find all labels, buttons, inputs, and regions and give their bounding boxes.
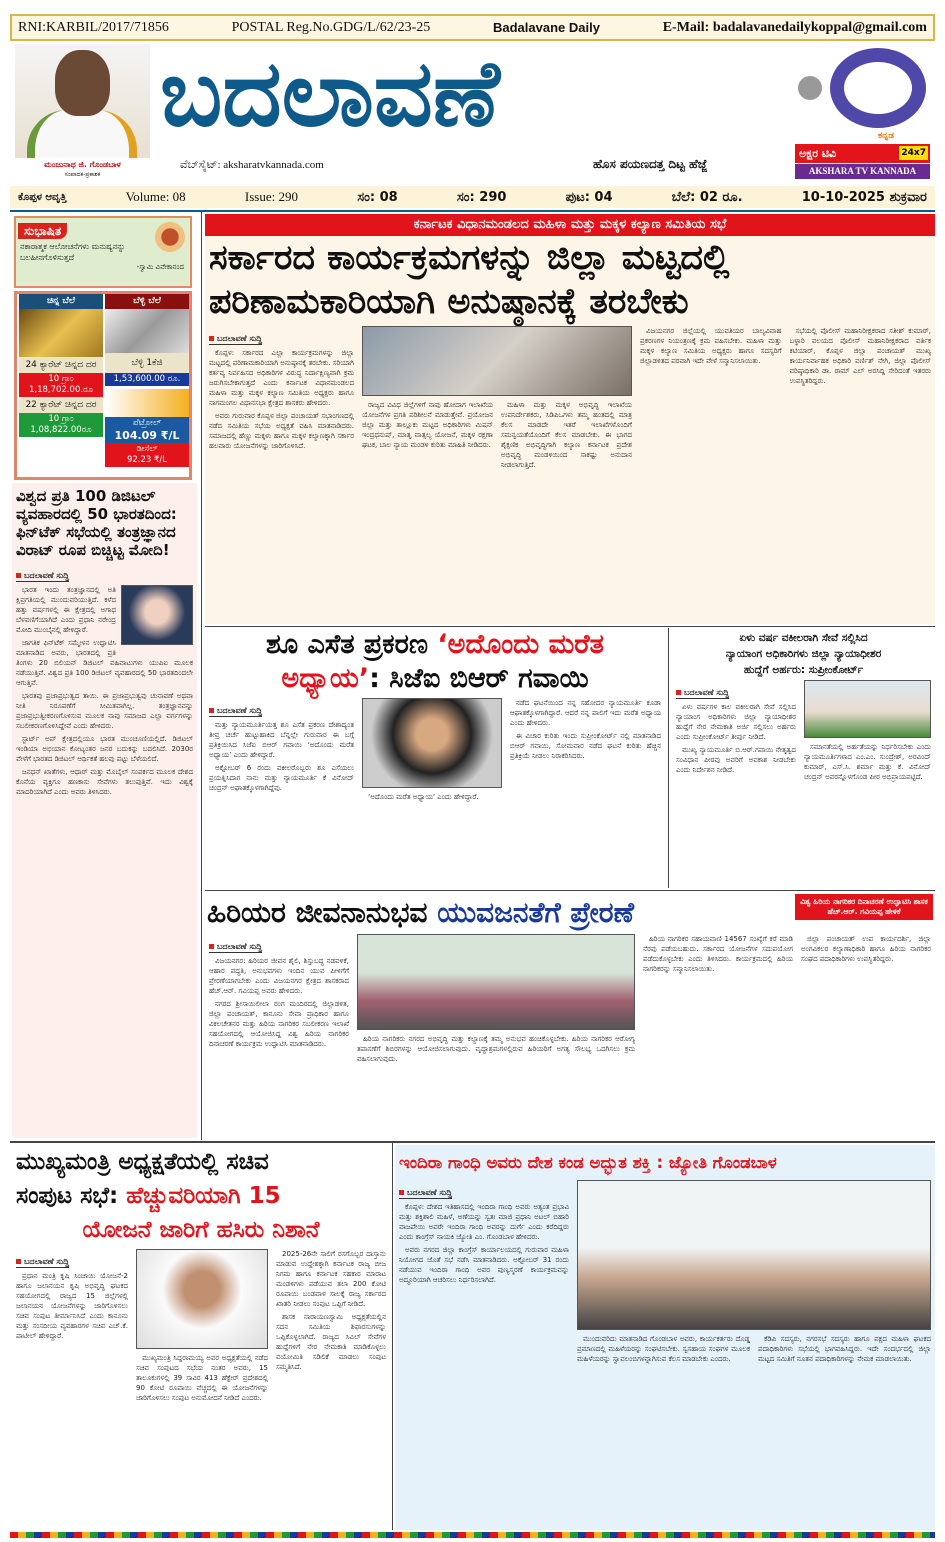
editor-role: ಸಂಪಾದಕ-ಪ್ರಕಾಶಕ	[64, 171, 101, 178]
paragraph: ಮುಖ್ಯ ನ್ಯಾಯಮೂರ್ತಿ ಬಿ.ಆರ್.ಗವಾಯಿ ನೇತೃತ್ವದ ಸಂವಿಧಾನ ಪೀಠವು ಅವರಿಗೆ ಅವಕಾಶ ನೀಡಬೇಕು ಎಂದು ನಿರ್ದೇಶನ ನೀಡಿದೆ.	[676, 746, 796, 774]
divider	[10, 1141, 935, 1143]
headline-line-2: ನ್ಯಾಯಾಂಗ ಅಧಿಕಾರಿಗಳು ಜಿಲ್ಲಾ ನ್ಯಾಯಾಧೀಶರ	[725, 648, 882, 660]
diesel-value: 92.23 ₹/L	[126, 455, 168, 465]
headline: ಇಂದಿರಾ ಗಾಂಧಿ ಅವರು ದೇಶ ಕಂಡ ಅದ್ಭುತ ಶಕ್ತಿ : ಜ್ಯೋತಿ ಗೊಂಡಬಾಳ	[399, 1153, 777, 1172]
event-photo	[357, 934, 635, 1030]
byline: ಬದಲಾವಣೆ ಸುದ್ದಿ	[209, 333, 262, 345]
photo-caption: ‘ಅದೊಂದು ಮರೆತ ಅಧ್ಯಾಯ’ ಎಂದು ಹೇಳಿದ್ದಾರೆ.	[368, 793, 479, 801]
article-modi	[12, 483, 197, 1138]
top-info-bar	[10, 14, 935, 41]
headline-highlight: ಹೆಚ್ಚುವರಿಯಾಗಿ 15	[126, 1183, 281, 1209]
newspaper-logo: ಬದಲಾವಣೆ	[160, 40, 500, 147]
headline-part: ಹಿರಿಯರ ಜೀವನಾನುಭವ	[207, 896, 438, 929]
headline-quote: ‘ಅದೊಂದು ಮರೆತ	[437, 629, 604, 660]
tv-tag: ಕನ್ನಡ	[878, 131, 895, 141]
article-cji-gavai	[205, 628, 665, 888]
masthead	[10, 40, 935, 184]
meeting-group-photo	[577, 1180, 931, 1330]
paragraph: ಜಾಗತಿಕ ಫಿನ್‌ಟೆಕ್ ಸಮ್ಮೇಳನ ಉದ್ಘಾಟಿಸಿ ಮಾತನಾಡಿದ ಅವರು, ಭಾರತದಲ್ಲಿ ಪ್ರತಿ ತಿಂಗಳು 20 ಬಿಲಿಯನ್ ಡಿಜಿಟಲ್ ವಹಿವಾಟುಗಳು ಯುಪಿಐ ಮೂಲಕ ನಡೆಯುತ್ತಿವೆ. ವಿಶ್ವದ ಪ್ರತಿ 100 ಡಿಜಿಟಲ್ ವ್ಯವಹಾರದಲ್ಲಿ 50 ಭಾರತದಿಂದಲೇ ಆಗುತ್ತಿವೆ.	[16, 639, 193, 687]
website-link[interactable]: ವೆಬ್‌ಸೈಟ್: aksharatvkannada.com	[180, 159, 324, 171]
sub-headline-box: ವಿಶ್ವ ಹಿರಿಯ ನಾಗರಿಕರ ದಿನಾಚರಣೆ ಉದ್ಘಾಟಿಸಿ ಶಾಸಕ ಹೆಚ್.ಆರ್. ಗವಿಯಪ್ಪ ಹೇಳಿಕೆ	[795, 894, 933, 920]
paragraph: ಅವರು ನಗರದ ಜಿಲ್ಲಾ ಕಾಂಗ್ರೆಸ್ ಕಾರ್ಯಾಲಯದಲ್ಲಿ ಗುರುವಾರ ಮಹಿಳಾ ನಿಯೋಗದ ಜೊತೆ ಸಭೆ ನಡೆಸಿ ಮಾತನಾಡಿದರು. ಅಕ್ಟೋಬರ್ 31 ರಂದು ನಡೆಯುವ ಇಂದಿರಾ ಗಾಂಧಿ ಅವರ ಪುಣ್ಯಸ್ಮರಣೆ ಕಾರ್ಯಕ್ರಮವನ್ನು ಅದ್ಧೂರಿಯಾಗಿ ಆಚರಿಸಲು ನಿರ್ಧರಿಸಲಾಗಿದೆ.	[399, 1246, 569, 1284]
tv-brand: ಅಕ್ಷರ ಟಿವಿ	[799, 147, 837, 160]
meeting-photo	[362, 326, 632, 396]
headline-part: ಸಂಪುಟ ಸಭೆ:	[16, 1183, 127, 1209]
headline-part: ಶೂ ಎಸೆತ ಪ್ರಕರಣ	[266, 629, 438, 660]
petrol-value: 104.09 ₹/L	[114, 429, 180, 442]
gold24-unit: 10 ಗ್ರಾಂ	[48, 374, 74, 384]
byline: ಬದಲಾವಣೆ ಸುದ್ದಿ	[209, 941, 262, 953]
paragraph: 2025-26ನೇ ಸಾಲಿಗೆ ರಸಗೊಬ್ಬರ ದಾಸ್ತಾನು ಮಾಡುವ ಉದ್ದೇಶಕ್ಕಾಗಿ ಕರ್ನಾಟಕ ರಾಜ್ಯ ಬೀಜ ನಿಗಮ ಹಾಗೂ ಕರ್ನಾಟಕ ಸಹಕಾರ ಮಾರಾಟ ಮಂಡಳಿಗಳು ಪಡೆಯುವ ತಲಾ 200 ಕೋಟಿ ರೂಪಾಯಿ ಬಂಡವಾಳ ಸಾಲಕ್ಕೆ ರಾಜ್ಯ ಸರ್ಕಾರದ ಖಾತರಿ ನೀಡಲು ಸಂಪುಟ ಒಪ್ಪಿಗೆ ನೀಡಿದೆ.	[276, 1250, 386, 1308]
byline: ಬದಲಾವಣೆ ಸುದ್ದಿ	[16, 570, 69, 582]
paragraph: ಸ್ಟಾರ್ಟ್ ಅಪ್ ಕ್ಷೇತ್ರದಲ್ಲಿಯೂ ಭಾರತ ಮುಂಚೂಣಿಯಲ್ಲಿದೆ. ಡಿಜಿಟಲ್ ಇಂಡಿಯಾ ಅಭಿಯಾನ ಕೋಟ್ಯಂತರ ಜನರ ಬದುಕನ್ನು ಬದಲಿಸಿದೆ. 2030ರ ವೇಳೆಗೆ ಭಾರತದ ಡಿಜಿಟಲ್ ಆರ್ಥಿಕತೆ ಹಲವು ಪಟ್ಟು ಬೆಳೆಯಲಿದೆ.	[16, 735, 193, 763]
rni-number: RNI:KARBIL/2017/71856	[18, 19, 169, 35]
headline-line-3: ಹುದ್ದೆಗೆ ಅರ್ಹರು: ಸುಪ್ರೀಂಕೋರ್ಟ್	[743, 664, 864, 676]
tv-name: AKSHARA TV KANNADA	[795, 164, 930, 179]
editor-photo	[15, 44, 150, 158]
akshara-tv-logo	[790, 48, 935, 180]
byline: ಬದಲಾವಣೆ ಸುದ್ದಿ	[676, 687, 729, 699]
tagline: ಹೊಸ ಪಯಣದತ್ತ ದಿಟ್ಟ ಹೆಜ್ಜೆ	[593, 157, 708, 171]
headline: ವಿಶ್ವದ ಪ್ರತಿ 100 ಡಿಜಿಟಲ್ ವ್ಯವಹಾರದಲ್ಲಿ 50 ಭಾರತದಿಂದ: ಫಿನ್‌ಟೆಕ್ ಸಭೆಯಲ್ಲಿ ತಂತ್ರಜ್ಞಾನದ ವಿರಾಟ್ ರೂಪ ಬಿಚ್ಚಿಟ್ಟ ಮೋದಿ!	[16, 487, 177, 559]
headline-line-3: ಯೋಜನೆ ಜಾರಿಗೆ ಹಸಿರು ನಿಶಾನೆ	[82, 1217, 320, 1243]
silver-label: ಬೆಳ್ಳಿ 1ಕೆಜಿ	[105, 353, 189, 373]
article-cabinet-meeting	[12, 1145, 390, 1530]
email[interactable]: E-Mail: badalavanedailykoppal@gmail.com	[662, 19, 927, 35]
paragraph: ಶಾಸಕ ನಾರಾಯಣಸ್ವಾಮಿ ಅಧ್ಯಕ್ಷತೆಯಲ್ಲಿನ ಸದನ ಸಮಿತಿಯ ಶಿಫಾರಸುಗಳನ್ನು ಒಪ್ಪಿಕೊಳ್ಳಲಾಗಿದೆ. ರಾಜ್ಯದ ಸಿವಿಲ್ ಸೇವೆಗಳ ಹುದ್ದೆಗಳಿಗೆ ನೇರ ನೇಮಕಾತಿ ಮಾಡಿಕೊಳ್ಳಲು ವಯೋಮಿತಿ ಸಡಿಲಿಕೆ ಮಾಡಲು ಸಂಪುಟ ಸಮ್ಮತಿಸಿದೆ.	[276, 1313, 386, 1371]
fuel-pump-image	[105, 389, 189, 417]
tv-badge: 24x7	[901, 148, 926, 158]
subhashita-tag: ಸುಭಾಷಿತ	[18, 223, 67, 239]
volume: Volume: 08	[125, 189, 186, 204]
paragraph: ಹಿರಿಯ ನಾಗರಿಕರು ನಗರದ ಅಭಿವೃದ್ಧಿ ಮತ್ತು ಕಲ್ಯಾಣಕ್ಕೆ ತಮ್ಮ ಅನುಭವ ಹಂಚಿಕೊಳ್ಳಬೇಕು. ಹಿರಿಯ ನಾಗರಿಕರ ಆರೋಗ್ಯ ತಪಾಸಣೆಗೆ ಶಿಬಿರಗಳನ್ನು ಆಯೋಜಿಸಲಾಗುವುದು. ವೃದ್ಧಾಶ್ರಮಗಳಲ್ಲಿರುವ ಹಿರಿಯರಿಗೆ ಅಗತ್ಯ ಸೌಲಭ್ಯ ಒದಗಿಸಲು ಕ್ರಮ ವಹಿಸಲಾಗುವುದು.	[357, 1035, 635, 1063]
paragraph: ಸಭೆಯಲ್ಲಿ ಪೊಲೀಸ್ ಮಹಾನಿರೀಕ್ಷಕರಾದ ಸತೀಶ್ ಕುಮಾರ್, ಬಳ್ಳಾರಿ ವಲಯದ ಪೊಲೀಸ್ ಮಹಾನಿರೀಕ್ಷಕರಾದ ವರ್ತಿಕ ಕಟಿಯಾರ್, ಕೊಪ್ಪಳ ಜಿಲ್ಲಾ ಪಂಚಾಯತ್ ಮುಖ್ಯ ಕಾರ್ಯನಿರ್ವಾಹಕ ಅಧಿಕಾರಿ ವರ್ಣಿತ್ ನೇಗಿ, ಜಿಲ್ಲಾ ಪೊಲೀಸ್ ವರಿಷ್ಠಾಧಿಕಾರಿ ಡಾ. ರಾಮ್ ಎಲ್ ಅರಸಿದ್ದಿ ಸೇರಿದಂತೆ ಇತರರು ಉಪಸ್ಥಿತರಿದ್ದರು.	[789, 327, 931, 385]
decorative-footer-stripe	[10, 1532, 935, 1538]
headline-part: : ಸಿಜೆಐ ಬಿಆರ್ ಗವಾಯಿ	[369, 663, 589, 694]
paragraph: ಹಿರಿಯ ನಾಗರಿಕರ ಸಹಾಯವಾಣಿ 14567 ಸಂಖ್ಯೆಗೆ ಕರೆ ಮಾಡಿ ನೆರವು ಪಡೆಯಬಹುದು. ಸರ್ಕಾರದ ಯೋಜನೆಗಳ ಸದುಪಯೋಗ ಪಡೆದುಕೊಳ್ಳಬೇಕು ಎಂದು ತಿಳಿಸಿದರು. ಕಾರ್ಯಕ್ರಮದಲ್ಲಿ ಹಿರಿಯ ನಾಗರಿಕರನ್ನು ಸನ್ಮಾನಿಸಲಾಯಿತು.	[643, 935, 793, 973]
paragraph: ಮುಖ್ಯಮಂತ್ರಿ ಸಿದ್ದರಾಮಯ್ಯ ಅವರ ಅಧ್ಯಕ್ಷತೆಯಲ್ಲಿ ನಡೆದ ಸಚಿವ ಸಂಪುಟದ ಸಭೆಯ ನಂತರ ಅವರು, 15 ತಾಲೂಕುಗಳಲ್ಲಿ 39 ಸಾವಿರ 413 ಹೆಕ್ಟೇರ್ ಪ್ರದೇಶದಲ್ಲಿ 90 ಕೋಟಿ ರೂಪಾಯಿ ವೆಚ್ಚದಲ್ಲಿ ಈ ಯೋಜನೆಗಳನ್ನು ಜಾರಿಗೊಳಿಸಲು ಸಂಪುಟ ಅನುಮೋದನೆ ನೀಡಿದೆ ಎಂದರು.	[136, 1354, 268, 1402]
headline-line-2: ಪರಿಣಾಮಕಾರಿಯಾಗಿ ಅನುಷ್ಠಾನಕ್ಕೆ ತರಬೇಕು	[209, 282, 689, 322]
divider	[10, 210, 935, 212]
sam2: ಸಂ: 290	[456, 189, 507, 205]
issue: Issue: 290	[244, 189, 298, 204]
pages: ಪುಟ: 04	[565, 189, 613, 205]
silver-value: 1,53,600.00 ರೂ.	[105, 373, 189, 386]
paper-name-english: Badalavane Daily	[493, 20, 600, 35]
paragraph: ನಗರದ ಶ್ರೀಸಾಯಿಲೀಲಾ ರಂಗ ಮಂದಿರದಲ್ಲಿ ಜಿಲ್ಲಾಡಳಿತ, ಜಿಲ್ಲಾ ಪಂಚಾಯತ್, ಕಾನೂನು ಸೇವಾ ಪ್ರಾಧಿಕಾರ ಹಾಗೂ ವಿಕಲಚೇತನರ ಮತ್ತು ಹಿರಿಯ ನಾಗರಿಕರ ಸಬಲೀಕರಣ ಇಲಾಖೆ ಸಹಯೋಗದಲ್ಲಿ ಆಯೋಜಿಸಿದ್ದ ವಿಶ್ವ ಹಿರಿಯ ನಾಗರಿಕರ ದಿನಾಚರಣೆ ಕಾರ್ಯಕ್ರಮ ಉದ್ಘಾಟಿಸಿ ಮಾತನಾಡಿದರು.	[209, 1000, 349, 1048]
headline-part-highlight: ಯುವಜನತೆಗೆ ಪ್ರೇರಣೆ	[437, 896, 634, 929]
gold24-value: 1,18,702.00.ರೂ	[29, 385, 93, 395]
article-main	[205, 214, 935, 624]
kicker: ಕರ್ನಾಟಕ ವಿಧಾನಮಂಡಲದ ಮಹಿಳಾ ಮತ್ತು ಮಕ್ಕಳ ಕಲ್ಯಾಣ ಸಮಿತಿಯ ಸಭೆ	[205, 214, 935, 236]
paragraph: ಏಳು ವರ್ಷಗಳ ಕಾಲ ವಕೀಲರಾಗಿ ಸೇವೆ ಸಲ್ಲಿಸಿದ ನ್ಯಾಯಾಂಗ ಅಧಿಕಾರಿಗಳು ಜಿಲ್ಲಾ ನ್ಯಾಯಾಧೀಶರ ಹುದ್ದೆಗೆ ನೇರ ನೇಮಕಾತಿ ಅರ್ಜಿ ಸಲ್ಲಿಸಲು ಅರ್ಹರು ಎಂದು ಸುಪ್ರೀಂಕೋರ್ಟ್ ತೀರ್ಪು ನೀಡಿದೆ.	[676, 703, 796, 741]
gold22-label: 22 ಕ್ಯಾರೆಟ್ ಚಿನ್ನದ ದರ	[19, 397, 103, 413]
paragraph: ವಿಜಯನಗರ ಜಿಲ್ಲೆಯಲ್ಲಿ ಯುವತಿಯರ ಬಾಲ್ಯವಿವಾಹ ಪ್ರಕರಣಗಳ ನಿಯಂತ್ರಣಕ್ಕೆ ಕ್ರಮ ವಹಿಸಬೇಕು. ಮಹಿಳಾ ಮತ್ತು ಮಕ್ಕಳ ಕಲ್ಯಾಣ ಸಮಿತಿಯ ಅಧ್ಯಕ್ಷರು ಹಾಗೂ ಸದಸ್ಯರಿಗೆ ಜಿಲ್ಲಾಡಳಿತದ ಪರವಾಗಿ ಇದೇ ವೇಳೆ ಸನ್ಮಾನಿಸಲಾಯಿತು.	[640, 327, 782, 365]
paragraph: ಅವರು ಗುರುವಾರ ಕೊಪ್ಪಳ ಜಿಲ್ಲಾ ಪಂಚಾಯತ್ ಸಭಾಂಗಣದಲ್ಲಿ ನಡೆದ ಸಮಿತಿಯ ಸಭೆಯ ಅಧ್ಯಕ್ಷತೆ ವಹಿಸಿ ಮಾತನಾಡಿದರು. ಸಮಾಜದಲ್ಲಿ ಹೆಣ್ಣು ಮಕ್ಕಳು ಹಾಗೂ ಮಕ್ಕಳ ಕಲ್ಯಾಣಕ್ಕಾಗಿ ಸರ್ಕಾರ ಹಲವಾರು ಯೋಜನೆಗಳನ್ನು ಜಾರಿಗೊಳಿಸಿದೆ.	[209, 412, 354, 450]
paragraph: ನಡೆದ ಘಟನೆಯಿಂದ ನನ್ನ ಸಹೋದರ ನ್ಯಾಯಮೂರ್ತಿ ಕೂಡಾ ಆಘಾತಕ್ಕೊಳಗಾಗಿದ್ದಾರೆ. ಆದರೆ ನನ್ನ ಪಾಲಿಗೆ ಇದು ಮರೆತ ಅಧ್ಯಾಯ ಎಂದು ಹೇಳಿದರು.	[510, 699, 661, 727]
headline-line-1: ಮುಖ್ಯಮಂತ್ರಿ ಅಧ್ಯಕ್ಷತೆಯಲ್ಲಿ ಸಚಿವ	[16, 1149, 269, 1175]
headline-quote: ಅಧ್ಯಾಯ’	[281, 663, 370, 694]
headline-line-1: ಏಳು ವರ್ಷ ವಕೀಲರಾಗಿ ಸೇವೆ ಸಲ್ಲಿಸಿದ	[739, 632, 868, 644]
divider	[201, 212, 202, 1140]
diesel-label: ಡೀಸೆಲ್	[136, 444, 158, 454]
modi-photo	[121, 585, 193, 645]
paragraph: ಪ್ರಧಾನ ಮಂತ್ರಿ ಕೃಷಿ ಸಿಂಚಾಯಿ ಯೋಜನೆ-2 ಹಾಗೂ ಜಲಾನಯನ ಕೃಷಿ ಅಭಿವೃದ್ಧಿ ಘಟಕದ ಸಹಯೋಗದಲ್ಲಿ ರಾಜ್ಯದ 15 ಜಿಲ್ಲೆಗಳಲ್ಲಿ ಜಲಾನಯನ ಯೋಜನೆಗಳನ್ನು ಜಾರಿಗೊಳಿಸಲು ಸಚಿವ ಸಂಪುಟ ತೀರ್ಮಾನಿಸಿದೆ ಎಂದು ಕಾನೂನು ಮತ್ತು ಸಂಸದೀಯ ವ್ಯವಹಾರಗಳ ಸಚಿವ ಎಚ್.ಕೆ. ಪಾಟೀಲ್ ಹೇಳಿದ್ದಾರೆ.	[16, 1272, 128, 1340]
paragraph: ಕೆಡಿಪಿ ಸದಸ್ಯರು, ನಗರಸಭೆ ಸದಸ್ಯರು ಹಾಗೂ ಪಕ್ಷದ ಮಹಿಳಾ ಘಟಕದ ಪದಾಧಿಕಾರಿಗಳು ಸಭೆಯಲ್ಲಿ ಭಾಗವಹಿಸಿದ್ದರು. ಇದೇ ಸಂದರ್ಭದಲ್ಲಿ ಜಿಲ್ಲಾ ಮಟ್ಟದ ಸಮಿತಿಗೆ ನೂತನ ಪದಾಧಿಕಾರಿಗಳನ್ನು ನೇಮಕ ಮಾಡಲಾಯಿತು.	[758, 1335, 931, 1363]
subhashita-box	[14, 216, 192, 288]
edition: ಕೊಪ್ಪಳ ಆವೃತ್ತಿ	[18, 191, 67, 203]
gold22-value: 1,08,822.00ರೂ	[30, 425, 92, 435]
divider	[205, 890, 935, 891]
gold22-unit: 10 ಗ್ರಾಂ	[48, 414, 74, 424]
price: ಬೆಲೆ: 02 ರೂ.	[671, 189, 743, 205]
paragraph: ಜನಧನ್ ಖಾತೆಗಳು, ಆಧಾರ್ ಮತ್ತು ಮೊಬೈಲ್ ಸಂಪರ್ಕದ ಮೂಲಕ ದೇಶದ ಕೊನೆಯ ವ್ಯಕ್ತಿಗೂ ಹಣಕಾಸು ಸೇವೆಗಳು ತಲುಪುತ್ತಿವೆ. ಇದು ವಿಶ್ವಕ್ಕೆ ಮಾದರಿಯಾಗಿದೆ ಎಂದು ಅವರು ತಿಳಿಸಿದರು.	[16, 768, 193, 796]
paragraph: ಭಾರತ ಇಂದು ತಂತ್ರಜ್ಞಾನದಲ್ಲಿ ಅತಿ ಕ್ಷಿಪ್ರಗತಿಯಲ್ಲಿ ಮುಂದುವರಿಯುತ್ತಿದೆ. ಕಳೆದ ಹತ್ತು ವರ್ಷಗಳಲ್ಲಿ ಈ ಕ್ಷೇತ್ರದಲ್ಲಿ ಅಗಾಧ ಬೆಳವಣಿಗೆಯಾಗಿದೆ ಎಂದು ಪ್ರಧಾನಿ ನರೇಂದ್ರ ಮೋದಿ ಮುಂಬೈನಲ್ಲಿ ಹೇಳಿದ್ದಾರೆ.	[16, 586, 116, 634]
article-supreme-court	[672, 630, 935, 888]
gold-price-title: ಚಿನ್ನ ಬೆಲೆ	[19, 294, 103, 309]
paragraph: ಜಿಲ್ಲಾ ಪಂಚಾಯತ್ ಉಪ ಕಾರ್ಯದರ್ಶಿ, ಜಿಲ್ಲಾ ಅಂಗವಿಕಲರ ಕಲ್ಯಾಣಾಧಿಕಾರಿ ಹಾಗೂ ಹಿರಿಯ ನಾಗರಿಕರ ಸಂಘದ ಪದಾಧಿಕಾರಿಗಳು ಉಪಸ್ಥಿತರಿದ್ದರು.	[801, 935, 931, 963]
subhashita-quote: ನಕಾರಾತ್ಮಕ ಆಲೋಚನೆಗಳು ಮನುಷ್ಯನನ್ನು ಬಲಹೀನಗೊಳಿಸುತ್ತದೆ	[20, 242, 126, 262]
byline: ಬದಲಾವಣೆ ಸುದ್ದಿ	[399, 1187, 452, 1199]
article-senior-citizens	[205, 892, 935, 1138]
gold24-label: 24 ಕ್ಯಾರೆಟ್ ಚಿನ್ನದ ದರ	[19, 357, 103, 373]
gold-bars-image	[19, 309, 103, 357]
price-box	[14, 291, 192, 480]
editor-name: ಮಂಜುನಾಥ ಜಿ. ಗೊಂಡಬಾಳ	[44, 160, 121, 169]
paragraph: ಕೊಪ್ಪಳ: ಸರ್ಕಾರದ ಎಲ್ಲಾ ಕಾರ್ಯಕ್ರಮಗಳನ್ನು ಜಿಲ್ಲಾ ಮಟ್ಟದಲ್ಲಿ ಪರಿಣಾಮಕಾರಿಯಾಗಿ ಅನುಷ್ಠಾನಕ್ಕೆ ತರಬೇಕು. ಸರಿಯಾಗಿ ಕರ್ತವ್ಯ ನಿರ್ವಹಿಸದ ಅಧಿಕಾರಿಗಳ ವಿರುದ್ಧ ನಿರ್ದಾಕ್ಷಿಣ್ಯವಾಗಿ ಕ್ರಮ ಜರುಗಿಸಬೇಕಾಗುತ್ತದೆ ಎಂದು ಕರ್ನಾಟಕ ವಿಧಾನಮಂಡಲದ ಮಹಿಳಾ ಮತ್ತು ಮಕ್ಕಳ ಕಲ್ಯಾಣ ಸಮಿತಿಯ ಅಧ್ಯಕ್ಷರು ಹಾಗೂ ನಾಗಮಂಗಲ ವಿಧಾನಸಭಾ ಕ್ಷೇತ್ರದ ಶಾಸಕರು ಹೇಳಿದರು.	[209, 349, 354, 407]
sam1: ಸಂ: 08	[357, 189, 398, 205]
issue-info-strip	[10, 186, 935, 208]
byline: ಬದಲಾವಣೆ ಸುದ್ದಿ	[16, 1256, 69, 1268]
cji-photo	[362, 698, 502, 788]
subhashita-author: -ಸ್ವಾಮಿ ವಿವೇಕಾನಂದ	[136, 263, 184, 271]
petrol-label: ಪೆಟ್ರೋಲ್	[132, 418, 162, 428]
divider	[668, 628, 669, 888]
byline: ಬದಲಾವಣೆ ಸುದ್ದಿ	[209, 705, 262, 717]
paragraph: ಭಾರತವು ಪ್ರಜಾಪ್ರಭುತ್ವದ ತಾಯಿ. ಈ ಪ್ರಜಾಪ್ರಭುತ್ವವು ಚುನಾವಣೆ ಅಥವಾ ನೀತಿ ನಿರೂಪಣೆಗೆ ಸೀಮಿತವಾಗಿಲ್ಲ. ತಂತ್ರಜ್ಞಾನವನ್ನು ಪ್ರಜಾಪ್ರಭುತ್ವೀಕರಣಗೊಳಿಸುವ ಮೂಲಕ ನಾವು ಸಮಾಜದ ಎಲ್ಲಾ ವರ್ಗಗಳನ್ನು ಸಬಲೀಕರಣಗೊಳಿಸಿದ್ದೇವೆ ಎಂದು ಹೇಳಿದರು.	[16, 692, 193, 730]
divider	[205, 626, 935, 627]
headline-line-1: ಸರ್ಕಾರದ ಕಾರ್ಯಕ್ರಮಗಳನ್ನು ಜಿಲ್ಲಾ ಮಟ್ಟದಲ್ಲಿ	[209, 238, 730, 278]
silver-price-title: ಬೆಳ್ಳಿ ಬೆಲೆ	[105, 294, 189, 309]
paragraph: ಮತ್ತು ನ್ಯಾಯಮೂರ್ತಿಯತ್ತ ಶೂ ಎಸೆತ ಪ್ರಕರಣ ದೇಶಾದ್ಯಂತ ತೀವ್ರ ಚರ್ಚೆ ಹುಟ್ಟುಹಾಕಿದ ಬೆನ್ನಲ್ಲೇ ಗುರುವಾರ ಈ ಬಗ್ಗೆ ಪ್ರತಿಕ್ರಿಯಿಸಿದ ಸಿಜೆಐ ಬಿಆರ್ ಗವಾಯಿ ‘ಅದೊಂದು ಮರೆತ ಅಧ್ಯಾಯ’ ಎಂದು ಹೇಳಿದ್ದಾರೆ.	[209, 721, 354, 759]
paragraph: ಮಹಿಳಾ ಮತ್ತು ಮಕ್ಕಳ ಅಭಿವೃದ್ಧಿ ಇಲಾಖೆಯ ಉಪನಿರ್ದೇಶಕರು, ಸಿಡಿಪಿಒಗಳು ತಮ್ಮ ಹಂತದಲ್ಲಿ ಮಾತ್ರ ಕೆಲಸ ಮಾಡದೇ ಇತರೆ ಇಲಾಖೆಗಳೊಂದಿಗೆ ಸಮನ್ವಯತೆಯೊಂದಿಗೆ ಕೆಲಸ ಮಾಡಬೇಕು. ಈ ಭಾಗದ ಶೈಕ್ಷಣಿಕ ಅಭಿವೃದ್ಧಿಗಾಗಿ ಕಲ್ಯಾಣ ಕರ್ನಾಟಕ ಪ್ರದೇಶ ಅಭಿವೃದ್ಧಿ ಮಂಡಳಿಯಿಂದ ಸಾಕಷ್ಟು ಅನುದಾನ ನೀಡಲಾಗುತ್ತಿದೆ.	[501, 401, 632, 469]
tv-emblem-icon	[830, 48, 926, 128]
paragraph: ರಾಜ್ಯದ ವಿವಿಧ ಜಿಲ್ಲೆಗಳಿಗೆ ನಾವು ಹೋದಾಗ ಇಲಾಖೆಯ ಯೋಜನೆಗಳ ಪ್ರಗತಿ ಪರಿಶೀಲನೆ ಮಾಡುತ್ತೇವೆ. ಪ್ರಯೋಜನ ಜಿಲ್ಲಾ ಮತ್ತು ತಾಲ್ಲೂಕು ಮಟ್ಟದ ಅಧಿಕಾರಿಗಳು ಮಿಷನ್ ಇಂದ್ರಧನುಷ್, ಮಾತೃ ವಾತ್ಸಲ್ಯ ಯೋಜನೆ, ಮಕ್ಕಳ ರಕ್ಷಣಾ ಘಟಕ, ಬಾಲ ನ್ಯಾಯ ಮಂಡಳಿ ಕುರಿತು ಮಾಹಿತಿ ನೀಡಿದರು.	[362, 401, 493, 449]
paragraph: ಅಕ್ಟೋಬರ್ 6 ರಂದು ವಕೀಲರೊಬ್ಬರು ಶೂ ಎಸೆಯಲು ಪ್ರಯತ್ನಿಸಿದಾಗ ನಾನು ಮತ್ತು ನ್ಯಾಯಮೂರ್ತಿ ಕೆ ವಿನೋದ್ ಚಂದ್ರನ್ ಅಘಾತಕ್ಕೊಳಗಾಗಿದ್ದೆವು.	[209, 764, 354, 792]
paragraph: ಸಮಾನತೆಯಲ್ಲಿ ಅರ್ಹತೆಯನ್ನು ನಿರ್ಧರಿಸಬೇಕು ಎಂದು ನ್ಯಾಯಮೂರ್ತಿಗಳಾದ ಎಂ.ಎಂ. ಸುಂದ್ರೇಶ್, ಅರವಿಂದ್ ಕುಮಾರ್, ಎಸ್.ಸಿ. ಶರ್ಮಾ ಮತ್ತು ಕೆ. ವಿನೋದ್ ಚಂದ್ರನ್ ಅವರನ್ನೊಳಗೊಂಡ ಪೀಠ ಅಭಿಪ್ರಾಯಪಟ್ಟಿದೆ.	[804, 743, 931, 781]
vivekananda-portrait	[155, 222, 185, 252]
paragraph: ಮುಂದುವರಿದು ಮಾತನಾಡಿದ ಗೊಂಡಬಾಳ ಅವರು, ಕಾರ್ಯಕರ್ತರು ದೊಡ್ಡ ಪ್ರಮಾಣದಲ್ಲಿ ಮಹಿಳೆಯರನ್ನು ಸಂಘಟಿಸಬೇಕು. ಸ್ವಸಹಾಯ ಸಂಘಗಳ ಮೂಲಕ ಮಹಿಳೆಯರನ್ನು ಸ್ವಾವಲಂಬಿಗಳನ್ನಾಗಿಸುವ ಕೆಲಸ ಮಾಡಬೇಕು ಎಂದರು.	[577, 1335, 750, 1363]
date: 10-10-2025 ಶುಕ್ರವಾರ	[801, 189, 927, 205]
divider	[392, 1143, 393, 1530]
supreme-court-photo	[804, 680, 931, 738]
paragraph: ಕೊಪ್ಪಳ: ದೇಶದ ಇತಿಹಾಸದಲ್ಲಿ ಇಂದಿರಾ ಗಾಂಧಿ ಅವರು ಅತ್ಯಂತ ಪ್ರಭಾವಿ ಮತ್ತು ಶಕ್ತಿಶಾಲಿ ಮಹಿಳೆ, ಅಣೆಯನ್ನು ಸ್ವತಃ ಮಾಜಿ ಪ್ರಧಾನಿ ಅಟಲ್ ಬಿಹಾರಿ ವಾಜಪೇಯಿ ಅವರೇ ಇಂದಿರಾ ಗಾಂಧಿ ಅವರನ್ನು ದುರ್ಗೆ ಎಂದು ಕರೆದಿದ್ದರು ಎಂದು ಕಾಂಗ್ರೆಸ್ ನಾಯಕಿ ಜ್ಯೋತಿ ಎಂ. ಗೊಂಡಬಾಳ ಹೇಳಿದರು.	[399, 1203, 569, 1241]
article-indira-gandhi	[395, 1145, 935, 1530]
cm-photo	[136, 1249, 268, 1349]
postal-reg: POSTAL Reg.No.GDG/L/62/23-25	[231, 19, 431, 35]
microphone-icon	[798, 76, 822, 100]
silver-bars-image	[105, 309, 189, 353]
paragraph: ಈ ವಿಚಾರ ಕುರಿತು ಇಂದು ಸುಪ್ರೀಂಕೋರ್ಟ್ ನಲ್ಲಿ ಮಾತನಾಡಿದ ಬಿಆರ್ ಗವಾಯಿ, ಸೋಮವಾರ ನಡೆದ ಘಟನೆ ಕುರಿತು ಹೆಚ್ಚಿನ ಪ್ರತಿಕ್ರಿಯೆ ನೀಡಲು ನಿರಾಕರಿಸಿದರು.	[510, 732, 661, 760]
paragraph: ವಿಜಯನಗರ: ಹಿರಿಯರ ಜೀವನ ಶೈಲಿ, ಶಿಸ್ತುಬದ್ಧ ನಡವಳಿಕೆ, ಆಹಾರ ಪದ್ಧತಿ, ಅನುಭವಗಳು ಇಂದಿನ ಯುವ ಪೀಳಿಗೆಗೆ ಪ್ರೇರಣೆಯಾಗಬೇಕು ಎಂದು ವಿಜಯನಗರ ಕ್ಷೇತ್ರದ ಶಾಸಕರಾದ ಹೆಚ್.ಆರ್. ಗವಿಯಪ್ಪ ಅವರು ಹೇಳಿದರು.	[209, 957, 349, 995]
